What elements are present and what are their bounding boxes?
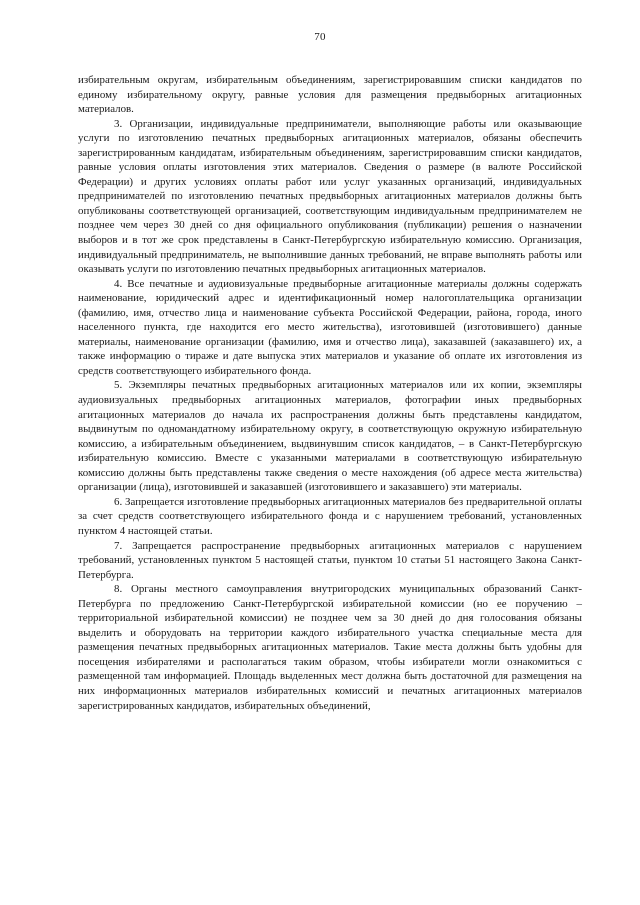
paragraph-item-7: 7. Запрещается распространение предвыборных агитационных материалов с нарушением требований, установленных пунктом 5 настоящей статьи, пунктом 10 статьи 51 настоящего Закона Санкт-Петербурга. [78, 539, 582, 581]
paragraph-item-4: 4. Все печатные и аудиовизуальные предвыборные агитационные материалы должны содержать наименование, юридический адрес и идентификационный номер налогоплательщика организации (фамилию, имя, отчество лица и наименование субъекта Российской Федерации, района, города, иного населенного пункта, где находится его место жительства), изготовившей (изготовившего) данные материалы, наименование организации (фамилию, имя и отчество лица), заказавшей (заказавшего) их, а также информацию о тираже и дате выпуска этих материалов и указание об оплате их изготовления из средств соответствующего избирательного фонда. [78, 277, 582, 377]
paragraph-item-6: 6. Запрещается изготовление предвыборных агитационных материалов без предварительной оплаты за счет средств соответствующего избирательного фонда и с нарушением требований, установленных пунктом 4 настоящей статьи. [78, 495, 582, 537]
paragraph-item-3: 3. Организации, индивидуальные предприниматели, выполняющие работы или оказывающие услуги по изготовлению печатных предвыборных агитационных материалов, обязаны обеспечить зарегистрированным кандидатам, избирательным объединениям, зарегистрировавшим списки кандидатов, равные условия оплаты изготовления этих материалов. Сведения о размере (в валюте Российской Федерации) и других условиях оплаты работ или услуг указанных организаций, индивидуальных предпринимателей по изготовлению печатных предвыборных агитационных материалов должны быть опубликованы соответствующей организацией, соответствующим индивидуальным предпринимателем не позднее чем через 30 дней со дня официального опубликования (публикации) решения о назначении выборов и в тот же срок представлены в Санкт-Петербургскую избирательную комиссию. Организация, индивидуальный предприниматель, не выполнившие данных требований, не вправе выполнять работы или оказывать услуги по изготовлению печатных предвыборных агитационных материалов. [78, 117, 582, 276]
paragraph-item-8: 8. Органы местного самоуправления внутригородских муниципальных образований Санкт-Петербурга по предложению Санкт-Петербургской избирательной комиссии (но ее поручению – территориальной избирательной комиссии) не позднее чем за 30 дней до дня голосования обязаны выделить и оборудовать на территории каждого избирательного участка специальные места для размещения печатных предвыборных агитационных материалов. Такие места должны быть удобны для посещения избирателями и располагаться таким образом, чтобы избиратели могли ознакомиться с размещенной там информацией. Площадь выделенных мест должна быть достаточной для размещения на них информационных материалов избирательных комиссий и печатных агитационных материалов зарегистрированных кандидатов, избирательных объединений, [78, 583, 582, 712]
paragraph-item-5: 5. Экземпляры печатных предвыборных агитационных материалов или их копии, экземпляры аудиовизуальных предвыборных агитационных материалов, фотографии иных предвыборных агитационных материалов до начала их распространения должны быть представлены кандидатом, выдвинутым по одномандатному избирательному округу, в соответствующую окружную избирательную комиссию, а избирательным объединением, выдвинувшим список кандидатов, – в Санкт-Петербургскую избирательную комиссию. Вместе с указанными материалами в соответствующую избирательную комиссию должны быть представлены также сведения о месте нахождения (об адресе места жительства) организации (лица), изготовившей и заказавшей (изготовившего и заказавшего) эти материалы. [78, 379, 582, 494]
paragraph-continuation: избирательным округам, избирательным объединениям, зарегистрировавшим списки кандидатов по единому избирательному округу, равные условия для размещения предвыборных агитационных материалов. [78, 74, 582, 116]
body-text [78, 73, 582, 713]
page-number: 70 [314, 31, 326, 43]
